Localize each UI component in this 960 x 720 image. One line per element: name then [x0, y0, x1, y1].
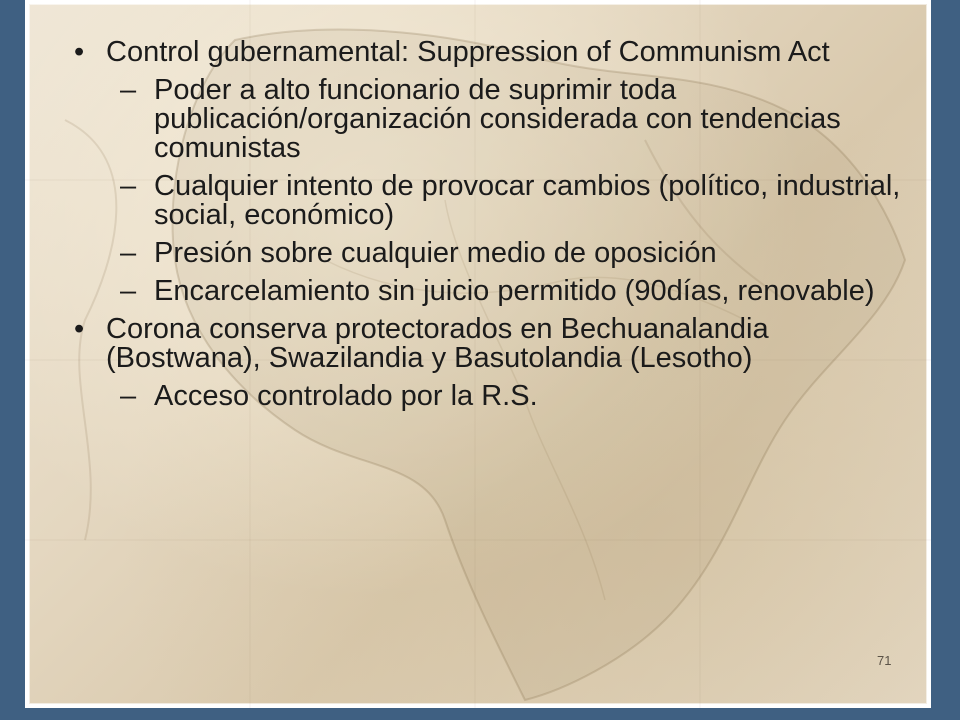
bullet-item: [70, 38, 915, 67]
bullet-marker: •: [74, 313, 85, 345]
sub-bullet-text: Cualquier intento de provocar cambios (político, industrial, social, económico): [154, 170, 901, 231]
sub-bullet-item: [70, 76, 915, 163]
sub-bullet-text: Encarcelamiento sin juicio permitido (90días, renovable): [154, 275, 875, 307]
bullet-text: Control gubernamental: Suppression of Communism Act: [106, 36, 830, 68]
sub-bullet-item: [70, 277, 915, 306]
sub-bullet-text: Acceso controlado por la R.S.: [154, 380, 538, 412]
bullet-marker: •: [74, 36, 85, 68]
sub-bullet-item: [70, 239, 915, 268]
page-number: 71: [877, 653, 892, 668]
bullet-list: [70, 38, 915, 420]
sub-bullet-text: Poder a alto funcionario de suprimir toda publicación/organización considerada con tendencias comunistas: [154, 74, 841, 164]
dash-marker: –: [120, 380, 137, 412]
bullet-item: [70, 315, 915, 373]
dash-marker: –: [120, 74, 137, 106]
dash-marker: –: [120, 170, 137, 202]
bullet-text: Corona conserva protectorados en Bechuanalandia (Bostwana), Swazilandia y Basutolandia (Lesotho): [106, 313, 769, 374]
sub-bullet-item: [70, 172, 915, 230]
sub-bullet-item: [70, 382, 915, 411]
dash-marker: –: [120, 237, 137, 269]
dash-marker: –: [120, 275, 137, 307]
slide-panel: [25, 0, 931, 708]
sub-bullet-text: Presión sobre cualquier medio de oposición: [154, 237, 717, 269]
